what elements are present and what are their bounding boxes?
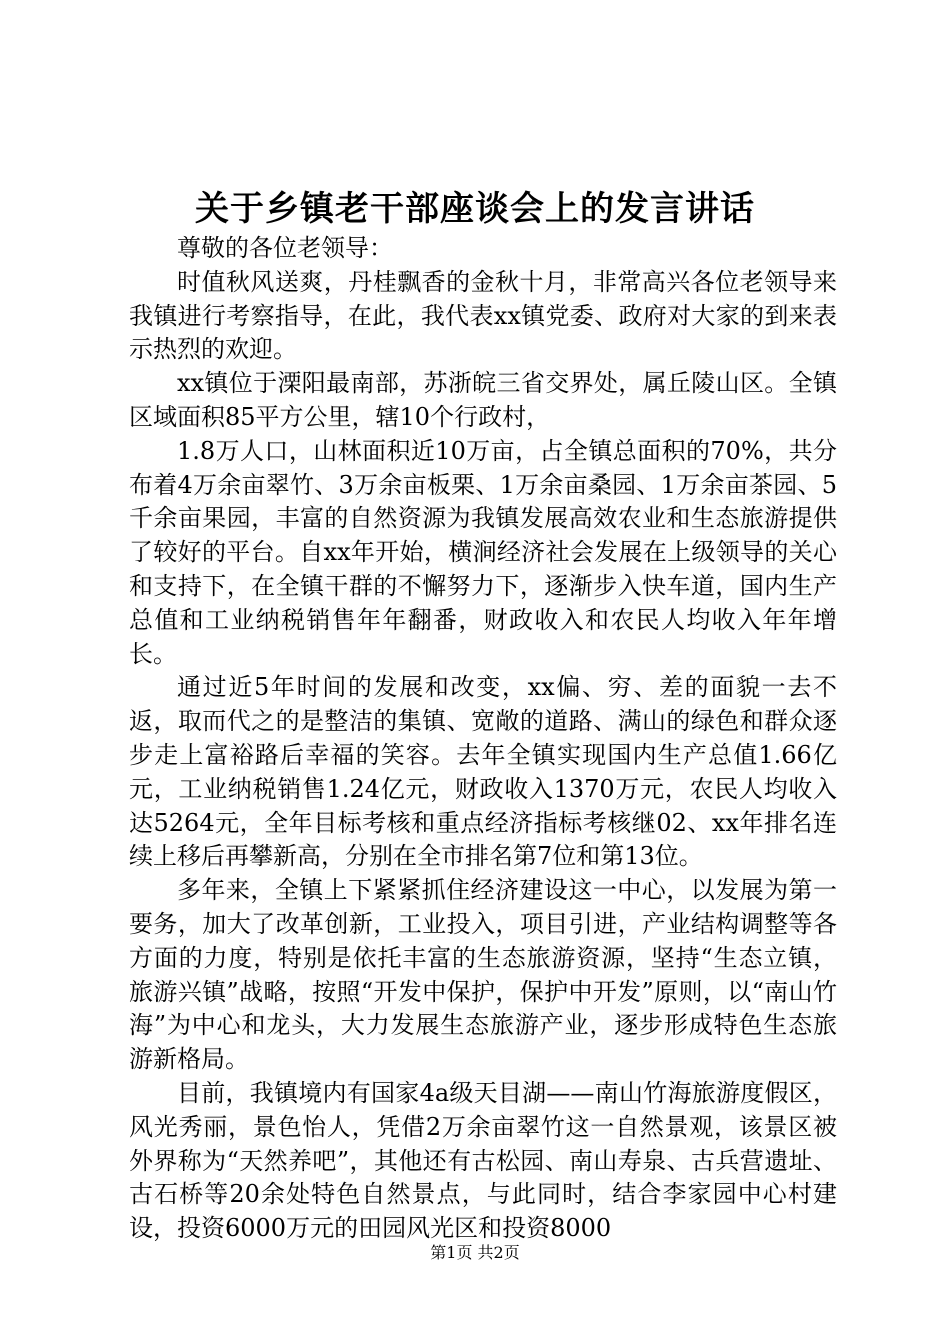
page-number-footer: 第1页 共2页	[430, 1243, 520, 1262]
document-body	[129, 232, 837, 1246]
salutation-paragraph: 尊敬的各位老领导：	[177, 234, 393, 262]
body-paragraph: 多年来，全镇上下紧紧抓住经济建设这一中心，以发展为第一要务，加大了改革创新，工业投入，项目引进，产业结构调整等各方面的力度，特别是依托丰富的生态旅游资源，坚持“生态立镇，旅游兴镇”战略，按照“开发中保护，保护中开发”原则，以“南山竹海”为中心和龙头，大力发展生态旅游产业，逐步形成特色生态旅游新格局。	[129, 876, 837, 1074]
body-paragraph: 目前，我镇境内有国家4a级天目湖——南山竹海旅游度假区，风光秀丽，景色怡人，凭借2万余亩翠竹这一自然景观，该景区被外界称为“天然养吧”，其他还有古松园、南山寿泉、古兵营遗址、古石桥等20余处特色自然景点，与此同时，结合李家园中心村建设，投资6000万元的田园风光区和投资8000	[129, 1078, 837, 1243]
document-title: 关于乡镇老干部座谈会上的发言讲话	[195, 189, 755, 229]
body-paragraph: 1.8万人口，山林面积近10万亩，占全镇总面积的70%，共分布着4万余亩翠竹、3万余亩板栗、1万余亩桑园、1万余亩茶园、5千余亩果园，丰富的自然资源为我镇发展高效农业和生态旅游提供了较好的平台。自xx年开始，横涧经济社会发展在上级领导的关心和支持下，在全镇干群的不懈努力下，逐渐步入快车道，国内生产总值和工业纳税销售年年翻番，财政收入和农民人均收入年年增长。	[129, 436, 837, 668]
body-paragraph: xx镇位于溧阳最南部，苏浙皖三省交界处，属丘陵山区。全镇区域面积85平方公里，辖10个行政村，	[129, 369, 837, 431]
body-paragraph: 时值秋风送爽，丹桂飘香的金秋十月，非常高兴各位老领导来我镇进行考察指导，在此，我代表xx镇党委、政府对大家的到来表示热烈的欢迎。	[129, 267, 837, 364]
body-paragraph: 通过近5年时间的发展和改变，xx偏、穷、差的面貌一去不返，取而代之的是整洁的集镇、宽敞的道路、满山的绿色和群众逐步走上富裕路后幸福的笑容。去年全镇实现国内生产总值1.66亿元，工业纳税销售1.24亿元，财政收入1370万元，农民人均收入达5264元，全年目标考核和重点经济指标考核继02、xx年排名连续上移后再攀新高，分别在全市排名第7位和第13位。	[129, 673, 837, 871]
